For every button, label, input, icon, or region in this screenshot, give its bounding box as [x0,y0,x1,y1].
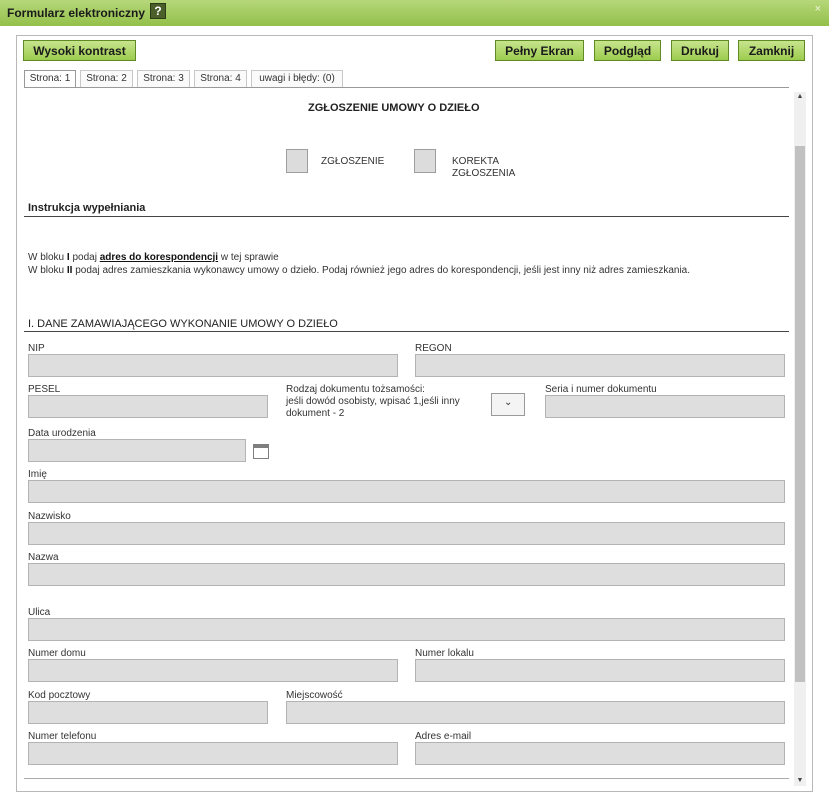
apartment-number-label: Numer lokalu [415,648,474,659]
last-name-input[interactable] [28,522,785,545]
birth-date-input[interactable] [28,439,246,462]
section-1-title: I. DANE ZAMAWIAJĄCEGO WYKONANIE UMOWY O DZIEŁO [28,318,338,330]
tab-page-1[interactable]: Strona: 1 [24,70,76,87]
first-name-label: Imię [28,469,47,480]
street-input[interactable] [28,618,785,641]
window-title: Formularz elektroniczny [7,6,146,20]
city-label: Miejscowość [286,690,343,701]
doc-number-label: Seria i numer dokumentu [545,384,657,395]
first-name-input[interactable] [28,480,785,503]
postal-code-input[interactable] [28,701,268,724]
chevron-down-icon: ⌄ [504,397,513,408]
doc-type-label-line3: dokument - 2 [286,408,345,419]
city-input[interactable] [286,701,785,724]
company-name-label: Nazwa [28,552,59,563]
doc-type-label-line2: jeśli dowód osobisty, wpisać 1,jeśli inny [286,396,460,407]
close-icon[interactable]: × [814,3,821,15]
close-form-button[interactable]: Zamknij [738,40,805,61]
instructions-title: Instrukcja wypełniania [28,202,146,214]
scroll-up-icon[interactable]: ▲ [796,93,804,100]
regon-label: REGON [415,343,452,354]
tab-remarks-errors[interactable]: uwagi i błędy: (0) [251,70,343,87]
vertical-scrollbar[interactable] [794,92,806,786]
phone-input[interactable] [28,742,398,765]
zgloszenie-checkbox[interactable] [286,149,308,173]
postal-code-label: Kod pocztowy [28,690,91,701]
divider [24,331,789,332]
calendar-icon[interactable] [253,444,269,459]
nip-label: NIP [28,343,45,354]
phone-label: Numer telefonu [28,731,97,742]
company-name-input[interactable] [28,563,785,586]
print-button[interactable]: Drukuj [671,40,729,61]
scroll-down-icon[interactable]: ▼ [796,777,804,784]
email-label: Adres e-mail [415,731,472,742]
window-titlebar [0,0,829,26]
doc-type-label-line1: Rodzaj dokumentu tożsamości: [286,384,425,395]
email-input[interactable] [415,742,785,765]
apartment-number-input[interactable] [415,659,785,682]
high-contrast-button[interactable]: Wysoki kontrast [23,40,136,61]
form-frame [16,35,813,792]
form-heading: ZGŁOSZENIE UMOWY O DZIEŁO [308,102,480,114]
tab-page-4[interactable]: Strona: 4 [194,70,247,87]
nip-input[interactable] [28,354,398,377]
fullscreen-button[interactable]: Pełny Ekran [495,40,584,61]
correspondence-address-link: adres do korespondencji [99,252,219,263]
korekta-label-line2: ZGŁOSZENIA [452,168,516,179]
instructions-line-1: W bloku I podaj adres do korespondencji w tej sprawie [28,252,279,263]
pesel-input[interactable] [28,395,268,418]
doc-number-input[interactable] [545,395,785,418]
divider [24,778,789,779]
instructions-line-2: W bloku II podaj adres zamieszkania wykonawcy umowy o dzieło. Podaj również jego adres do korespondencji, jeśli jest inny niż adres zamieszkania. [28,265,691,276]
last-name-label: Nazwisko [28,511,71,522]
street-label: Ulica [28,607,51,618]
scrollbar-thumb[interactable] [795,146,805,682]
house-number-input[interactable] [28,659,398,682]
house-number-label: Numer domu [28,648,86,659]
tab-page-3[interactable]: Strona: 3 [137,70,190,87]
help-icon[interactable]: ? [150,3,166,19]
divider [24,216,789,217]
regon-input[interactable] [415,354,785,377]
birth-date-label: Data urodzenia [28,428,96,439]
korekta-label-line1: KOREKTA [452,156,500,167]
korekta-checkbox[interactable] [414,149,436,173]
doc-type-select[interactable] [491,393,525,416]
pesel-label: PESEL [28,384,61,395]
tab-page-2[interactable]: Strona: 2 [80,70,133,87]
preview-button[interactable]: Podgląd [594,40,661,61]
zgloszenie-label: ZGŁOSZENIE [321,156,385,167]
form-content [24,87,789,784]
